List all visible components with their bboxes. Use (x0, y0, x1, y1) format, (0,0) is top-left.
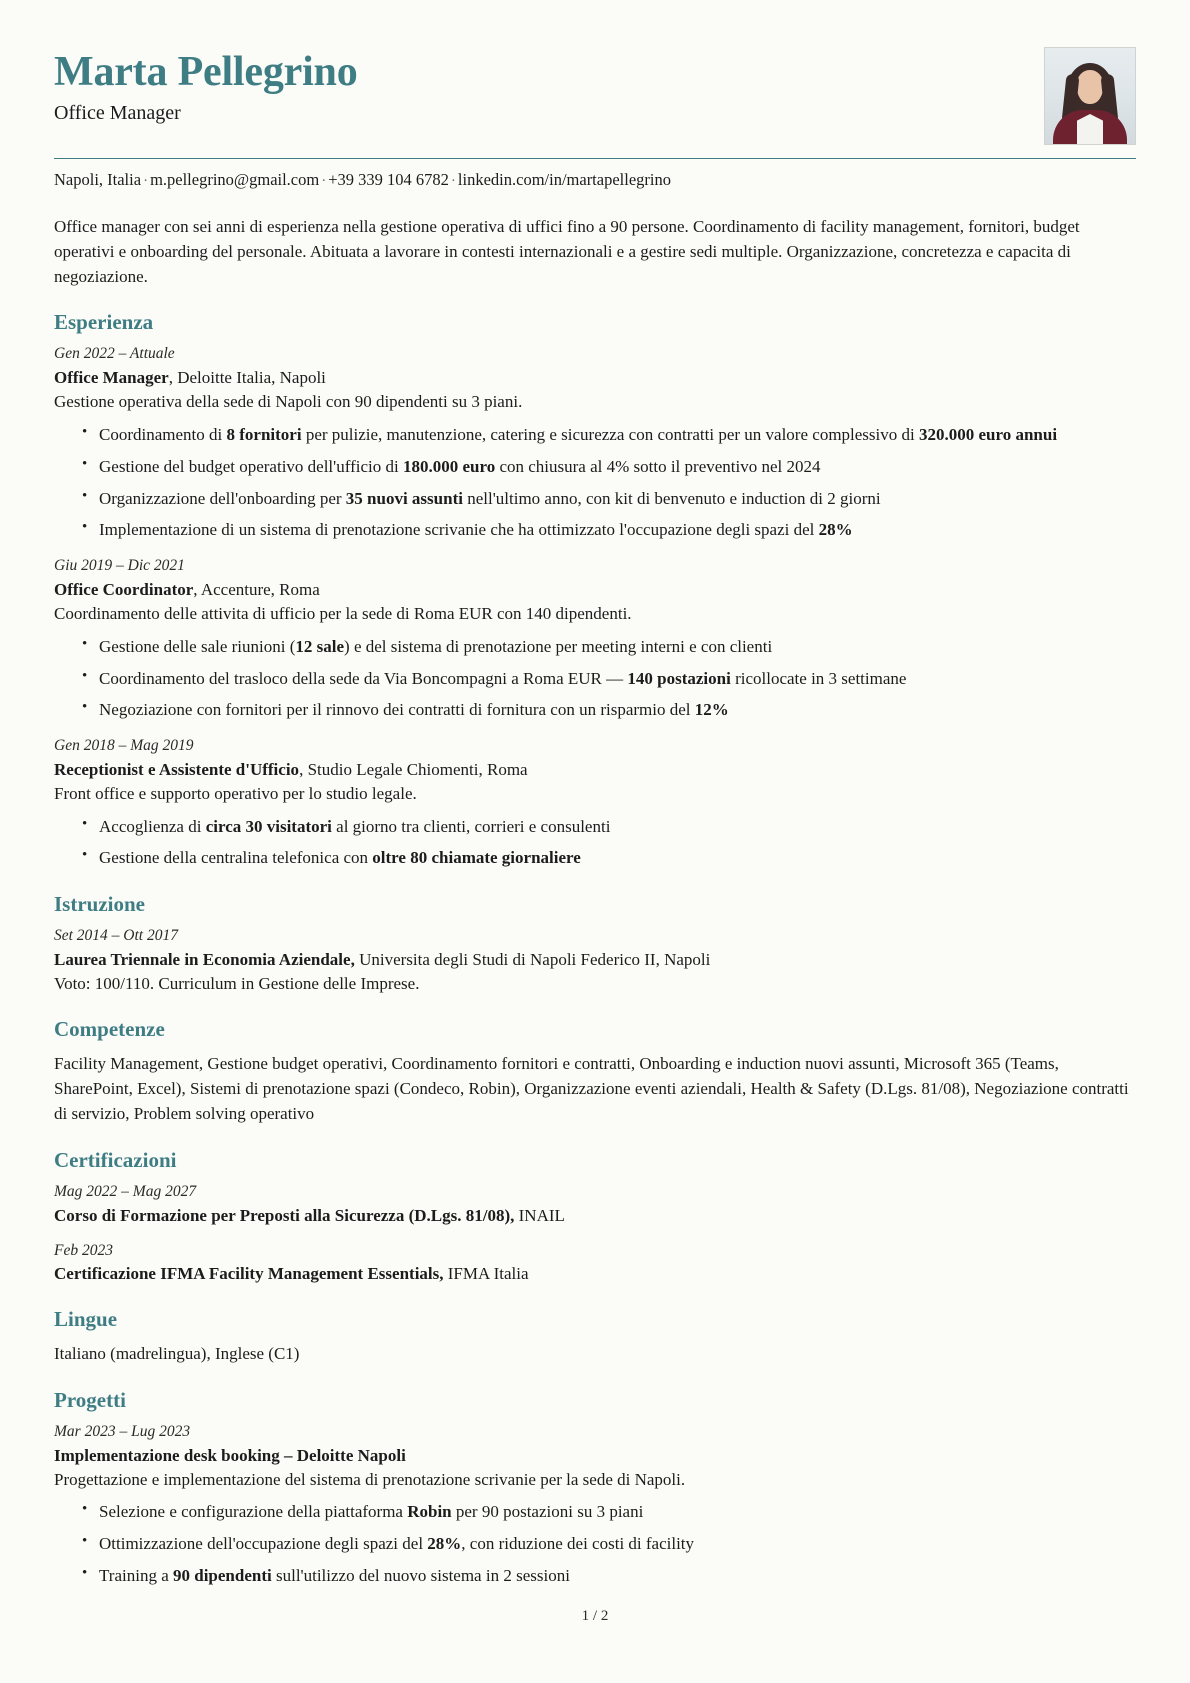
list-item (82, 635, 1136, 660)
bullet-text: ricollocate in 3 settimane (730, 668, 907, 688)
entry-description: Coordinamento delle attivita di ufficio per la sede di Roma EUR con 140 dipendenti. (54, 603, 632, 623)
section-skills (54, 1017, 1136, 1127)
entry-role: Corso di Formazione per Preposti alla Sicurezza (D.Lgs. 81/08), (54, 1205, 515, 1225)
list-item (82, 667, 1136, 692)
bullet-highlight: 320.000 euro annui (918, 424, 1058, 444)
entry-heading (54, 948, 1136, 972)
entry-organization: IFMA Italia (443, 1264, 529, 1284)
entry-description: Voto: 100/110. Curriculum in Gestione delle Imprese. (54, 974, 420, 994)
entry-item (54, 1422, 1136, 1589)
contact-separator-2: · (321, 173, 327, 189)
list-item (82, 815, 1136, 840)
entry-role: Office Manager (54, 368, 169, 388)
bullet-text: Accoglienza di (99, 816, 206, 836)
contact-separator-3: · (450, 173, 456, 189)
bullet-text: Ottimizzazione dell'occupazione degli spazi del (99, 1534, 428, 1554)
list-item (82, 518, 1136, 543)
entry-role: Certificazione IFMA Facility Management Essentials, (54, 1264, 444, 1284)
languages-text: Italiano (madrelingua), Inglese (C1) (54, 1344, 300, 1364)
bullet-text: Gestione delle sale riunioni ( (99, 636, 296, 656)
section-languages (54, 1307, 1136, 1366)
section-title-projects: Progetti (54, 1387, 126, 1412)
entry-item (54, 1241, 1136, 1287)
contact-email[interactable]: m.pellegrino@gmail.com (150, 170, 320, 189)
section-title-skills: Competenze (54, 1016, 165, 1041)
bullet-text: Negoziazione con fornitori per il rinnovo dei contratti di fornitura con un risparmio del (99, 700, 695, 720)
entry-item (54, 736, 1136, 871)
entry-date: Set 2014 – Ott 2017 (54, 927, 178, 945)
bullet-text: Gestione della centralina telefonica con (99, 848, 373, 868)
bullet-text: nell'ultimo anno, con kit di benvenuto e induction di 2 giorni (462, 488, 881, 508)
entry-date: Giu 2019 – Dic 2021 (54, 557, 185, 575)
entry-description: Gestione operativa della sede di Napoli con 90 dipendenti su 3 piani. (54, 392, 523, 412)
bullet-text: sull'utilizzo del nuovo sistema in 2 sessioni (271, 1565, 570, 1585)
bullet-text: , con riduzione dei costi di facility (461, 1534, 695, 1554)
contact-phone[interactable]: +39 339 104 6782 (328, 170, 449, 189)
section-title-certifications: Certificazioni (54, 1147, 177, 1172)
entry-heading (54, 758, 1136, 782)
entry-organization: , Deloitte Italia, Napoli (168, 368, 326, 388)
bullet-text: ) e del sistema di prenotazione per meeting interni e con clienti (344, 636, 773, 656)
list-item (82, 1564, 1136, 1589)
section-title-experience: Esperienza (54, 310, 154, 335)
entry-heading (54, 1444, 1136, 1468)
project-entries (54, 1422, 1136, 1589)
list-item (82, 1500, 1136, 1525)
entry-role: Laurea Triennale in Economia Aziendale, (54, 950, 355, 970)
job-title-subtitle: Office Manager (54, 102, 181, 125)
entry-description: Progettazione e implementazione del sistema di prenotazione scrivanie per la sede di Napoli. (54, 1469, 686, 1489)
entry-bullet-list (54, 423, 1136, 543)
bullet-text: Coordinamento del trasloco della sede da Via Boncompagni a Roma EUR — (99, 668, 628, 688)
bullet-text: Selezione e configurazione della piattaforma (99, 1502, 408, 1522)
entry-role: Office Coordinator (54, 580, 194, 600)
page-title: Marta Pellegrino (54, 49, 358, 95)
bullet-text: Training a (99, 1565, 173, 1585)
entry-heading (54, 578, 1136, 602)
bullet-highlight: 35 nuovi assunti (345, 488, 463, 508)
page-footer (0, 1608, 1190, 1625)
bullet-text: con chiusura al 4% sotto il preventivo nel 2024 (495, 456, 821, 476)
entry-description: Front office e supporto operativo per lo studio legale. (54, 783, 417, 803)
entry-date: Feb 2023 (54, 1241, 113, 1259)
entry-item (54, 926, 1136, 996)
contact-linkedin[interactable]: linkedin.com/in/martapellegrino (457, 170, 671, 189)
entry-bullet-list (54, 815, 1136, 872)
experience-entries (54, 344, 1136, 871)
bullet-text: per pulizie, manutenzione, catering e sicurezza con contratti per un valore complessivo di (301, 424, 919, 444)
section-experience (54, 310, 1136, 871)
portrait-face-shape (1077, 70, 1104, 104)
entry-organization: Universita degli Studi di Napoli Federico II, Napoli (354, 950, 711, 970)
entry-date: Gen 2022 – Attuale (54, 345, 175, 363)
contact-line (54, 170, 1136, 191)
page-indicator: 1 / 2 (581, 1608, 609, 1624)
entry-date: Mag 2022 – Mag 2027 (54, 1182, 197, 1200)
entry-date: Gen 2018 – Mag 2019 (54, 737, 194, 755)
identity-block (54, 46, 358, 125)
section-projects (54, 1388, 1136, 1589)
entry-organization: , Studio Legale Chiomenti, Roma (299, 760, 528, 780)
bullet-text: al giorno tra clienti, corrieri e consulenti (331, 816, 611, 836)
entry-heading (54, 1204, 1136, 1228)
section-title-languages: Lingue (54, 1307, 118, 1332)
header-divider (54, 158, 1136, 159)
list-item (82, 455, 1136, 480)
bullet-text: Gestione del budget operativo dell'ufficio di (99, 456, 403, 476)
bullet-highlight: 180.000 euro (402, 456, 496, 476)
entry-bullet-list (54, 635, 1136, 723)
bullet-text: per 90 postazioni su 3 piani (451, 1502, 644, 1522)
section-title-education: Istruzione (54, 892, 145, 917)
contact-separator-1: · (143, 173, 149, 189)
bullet-highlight: 90 dipendenti (173, 1565, 272, 1585)
skills-text: Facility Management, Gestione budget operativi, Coordinamento fornitori e contratti, Onboarding e induction nuovi assunti, Microsoft 365 (Teams, SharePoint, Excel), Sistemi di prenotazione spazi (Condeco, Robin), Organizzazione eventi aziendali, Health & Safety (D.Lgs. 81/08), Negoziazione contratti di servizio, Problem solving operativo (54, 1054, 1129, 1124)
list-item (82, 846, 1136, 871)
entry-item (54, 344, 1136, 543)
education-entries (54, 926, 1136, 996)
list-item (82, 1532, 1136, 1557)
section-certifications (54, 1148, 1136, 1287)
entry-item (54, 1182, 1136, 1228)
list-item (82, 423, 1136, 448)
bullet-highlight: circa 30 visitatori (205, 816, 332, 836)
bullet-text: Organizzazione dell'onboarding per (99, 488, 346, 508)
entry-heading (54, 1262, 1136, 1286)
bullet-text: Implementazione di un sistema di prenotazione scrivanie che ha ottimizzato l'occupazione degli spazi del (99, 520, 819, 540)
bullet-highlight: 8 fornitori (226, 424, 302, 444)
bullet-highlight: 28% (818, 520, 853, 540)
bullet-highlight: 28% (427, 1534, 462, 1554)
bullet-highlight: Robin (407, 1502, 452, 1522)
bullet-highlight: 12% (694, 700, 729, 720)
entry-role: Implementazione desk booking – Deloitte Napoli (54, 1445, 406, 1465)
section-education (54, 892, 1136, 996)
entry-organization: INAIL (514, 1205, 565, 1225)
bullet-highlight: oltre 80 chiamate giornaliere (372, 848, 581, 868)
summary-paragraph: Office manager con sei anni di esperienza nella gestione operativa di uffici fino a 90 persone. Coordinamento di facility management, fornitori, budget operativi e onboarding del personale. Abituata a lavorare in contesti internazionali e a gestire sedi multiple. Organizzazione, concretezza e capacita di negoziazione. (54, 216, 1080, 287)
list-item (82, 487, 1136, 512)
resume-header (54, 46, 1136, 145)
contact-location: Napoli, Italia (54, 170, 142, 189)
list-item (82, 698, 1136, 723)
entry-organization: , Accenture, Roma (193, 580, 320, 600)
bullet-highlight: 140 postazioni (627, 668, 731, 688)
certification-entries (54, 1182, 1136, 1286)
entry-item (54, 556, 1136, 723)
avatar (1044, 47, 1136, 145)
entry-date: Mar 2023 – Lug 2023 (54, 1422, 191, 1440)
entry-heading (54, 366, 1136, 390)
entry-role: Receptionist e Assistente d'Ufficio (54, 760, 300, 780)
bullet-text: Coordinamento di (99, 424, 227, 444)
bullet-highlight: 12 sale (295, 636, 345, 656)
entry-bullet-list (54, 1500, 1136, 1588)
